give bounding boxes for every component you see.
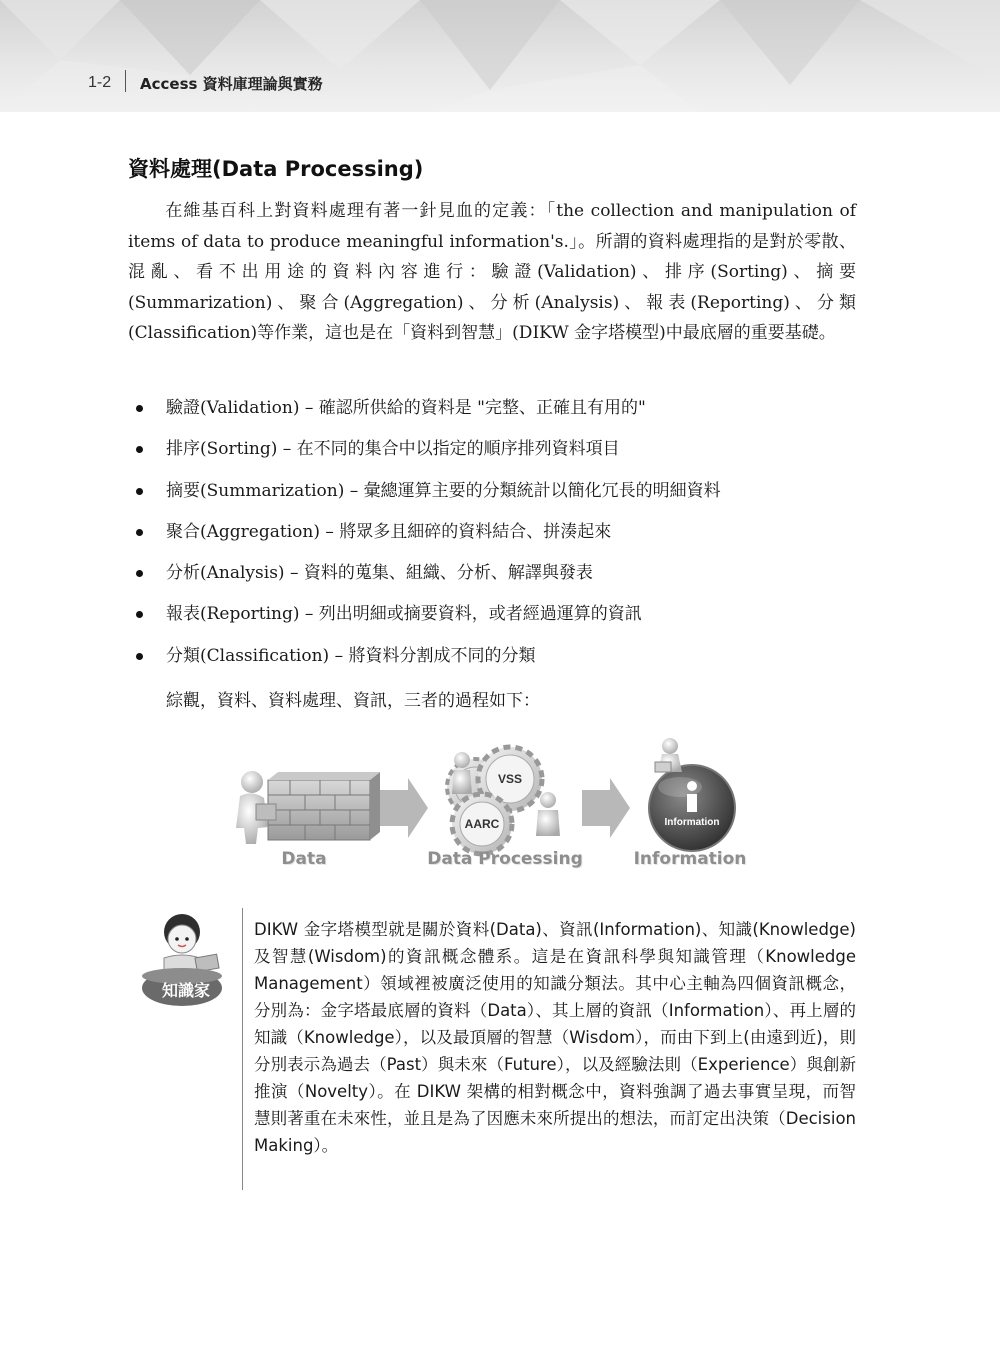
diagram-label-information: Information [633,849,747,869]
bullet-icon [136,529,143,536]
gear-bottom-label: AARC [464,817,500,831]
note-divider [242,908,243,1190]
list-item [128,600,868,641]
info-badge-label: Information [664,817,720,828]
intro-paragraph: 在維基百科上對資料處理有著一針見血的定義：「the collection and manipulation of items of data to produce meaningful information's.」。所謂的資料處理指的是對於零散、混亂、看不出用途的資料內容進行：驗證(Validation)、排序(Sorting)、摘要(Summarization)、聚合(Aggregation)、分析(Analysis)、報表(Reporting)、分類(Classification)等作業，這也是在「資料到智慧」(DIKW 金字塔模型)中最底層的重要基礎。 [128,201,856,343]
knowledge-badge: 知識家 [161,981,210,1000]
knowledge-note-text: DIKW 金字塔模型就是關於資料(Data)、資訊(Information)、知識(Knowledge)及智慧(Wisdom)的資訊概念體系。這是在資訊科學與知識管理（Knowledge Management）領域裡被廣泛使用的知識分類法。其中心主軸為四個資訊概念，分別為：金字塔最底層的資料（Data）、其上層的資訊（Information）、再上層的知識（Knowledge），以及最頂層的智慧（Wisdom），而由下到上(由遠到近)，則分別表示為過去（Past）與未來（Future），以及經驗法則（Experience）與創新推演（Novelty）。在 DIKW 架構的相對概念中，資料強調了過去事實呈現，而智慧則著重在未來性，並且是為了因應未來所提出的想法，而訂定出決策（Decision Making）。 [254,920,856,1155]
summary-sentence: 綜觀，資料、資料處理、資訊，三者的過程如下： [166,691,540,711]
bullet-icon [136,488,143,495]
bullet-icon [136,570,143,577]
arrow-icon [380,778,428,838]
bullet-icon [136,653,143,660]
list-item [128,518,868,559]
list-item-text: 聚合(Aggregation) – 將眾多且細碎的資料結合、拼湊起來 [166,521,612,542]
processing-illustration [447,747,560,854]
gear-top-label: VSS [497,772,523,786]
section-title: 資料處理(Data Processing) [128,157,424,181]
arrow-icon [582,778,630,838]
diagram-label-data: Data [281,849,327,869]
list-item-text: 排序(Sorting) – 在不同的集合中以指定的順序排列資料項目 [166,439,620,460]
book-title: Access 資料庫理論與實務 [140,75,323,93]
page-header [0,0,1000,112]
list-item [128,642,868,683]
bullet-icon [136,405,143,412]
processing-steps-list [128,394,868,683]
information-illustration [649,738,735,851]
list-item-text: 驗證(Validation) – 確認所供給的資料是 "完整、正確且有用的" [166,398,646,418]
data-illustration [236,771,380,844]
list-item [128,477,868,518]
list-item-text: 分類(Classification) – 將資料分割成不同的分類 [166,645,536,666]
bullet-icon [136,611,143,618]
list-item-text: 報表(Reporting) – 列出明細或摘要資料，或者經過運算的資訊 [166,604,642,625]
header-pattern [0,0,1000,112]
list-item [128,435,868,476]
bullet-icon [136,446,143,453]
diagram-label-processing: Data Processing [427,849,583,869]
header-divider [125,70,126,92]
list-item [128,559,868,600]
list-item [128,394,868,435]
page-number: 1-2 [88,74,112,91]
list-item-text: 摘要(Summarization) – 彙總運算主要的分類統計以簡化冗長的明細資料 [166,480,721,501]
list-item-text: 分析(Analysis) – 資料的蒐集、組織、分析、解譯與發表 [166,563,593,584]
